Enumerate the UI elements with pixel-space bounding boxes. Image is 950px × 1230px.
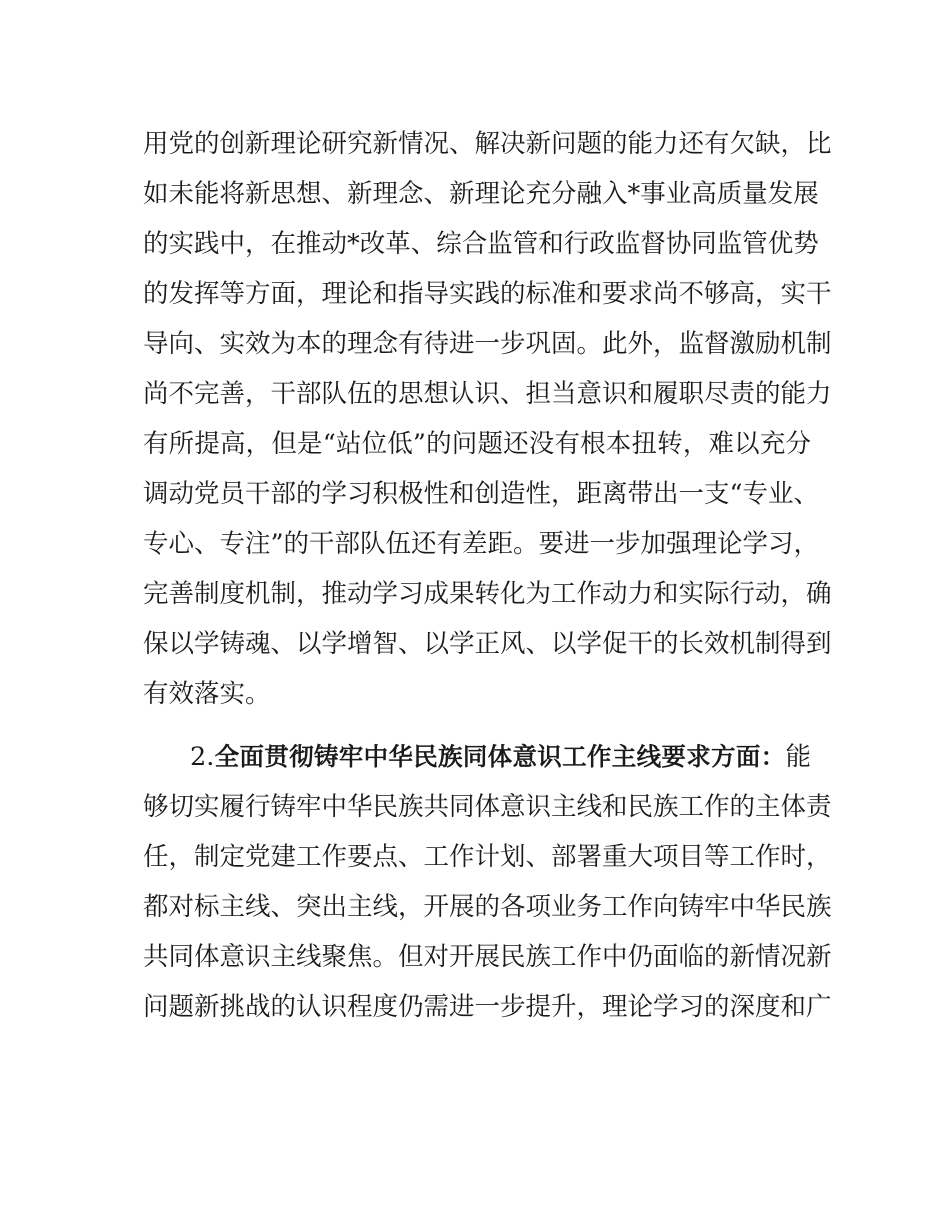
paragraph-2-line-1: [190, 741, 811, 773]
section-number: 2.: [190, 742, 215, 772]
paragraph-2-line-3: 任，制定党建工作要点、工作计划、部署重大项目等工作时，: [143, 842, 832, 872]
paragraph-1-line-9: 专心、专注”的干部队伍还有差距。要进一步加强理论学习，: [143, 529, 820, 559]
paragraph-1-line-4: 的发挥等方面，理论和指导实践的标准和要求尚不够高，实干: [143, 279, 832, 309]
paragraph-2-line-5: 共同体意识主线聚焦。但对开展民族工作中仍面临的新情况新: [143, 942, 832, 972]
paragraph-1-line-6: 尚不完善，干部队伍的思想认识、担当意识和履职尽责的能力: [143, 379, 832, 409]
paragraph-2-line-2: 够切实履行铸牢中华民族共同体意识主线和民族工作的主体责: [143, 792, 832, 822]
paragraph-1-line-2: 如未能将新思想、新理念、新理论充分融入*事业高质量发展: [143, 179, 819, 209]
paragraph-1-line-7: 有所提高，但是“站位低”的问题还没有根本扭转，难以充分: [143, 429, 811, 459]
paragraph-1-line-3: 的实践中，在推动*改革、综合监管和行政监督协同监管优势: [143, 229, 819, 259]
paragraph-2-line-1-rest: 能: [785, 742, 811, 772]
paragraph-1-line-5: 导向、实效为本的理念有待进一步巩固。此外，监督激励机制: [143, 329, 832, 359]
section-heading: 全面贯彻铸牢中华民族同体意识工作主线要求方面：: [214, 742, 786, 771]
paragraph-1-line-10: 完善制度机制，推动学习成果转化为工作动力和实际行动，确: [143, 579, 832, 609]
paragraph-2-line-6: 问题新挑战的认识程度仍需进一步提升，理论学习的深度和广: [143, 992, 832, 1022]
paragraph-1-line-12: 有效落实。: [143, 679, 271, 709]
paragraph-2-line-4: 都对标主线、突出主线，开展的各项业务工作向铸牢中华民族: [143, 892, 832, 922]
paragraph-1-line-11: 保以学铸魂、以学增智、以学正风、以学促干的长效机制得到: [143, 629, 832, 659]
paragraph-1-line-1: 用党的创新理论研究新情况、解决新问题的能力还有欠缺，比: [143, 129, 832, 159]
paragraph-1-line-8: 调动党员干部的学习积极性和创造性，距离带出一支“专业、: [143, 479, 820, 509]
